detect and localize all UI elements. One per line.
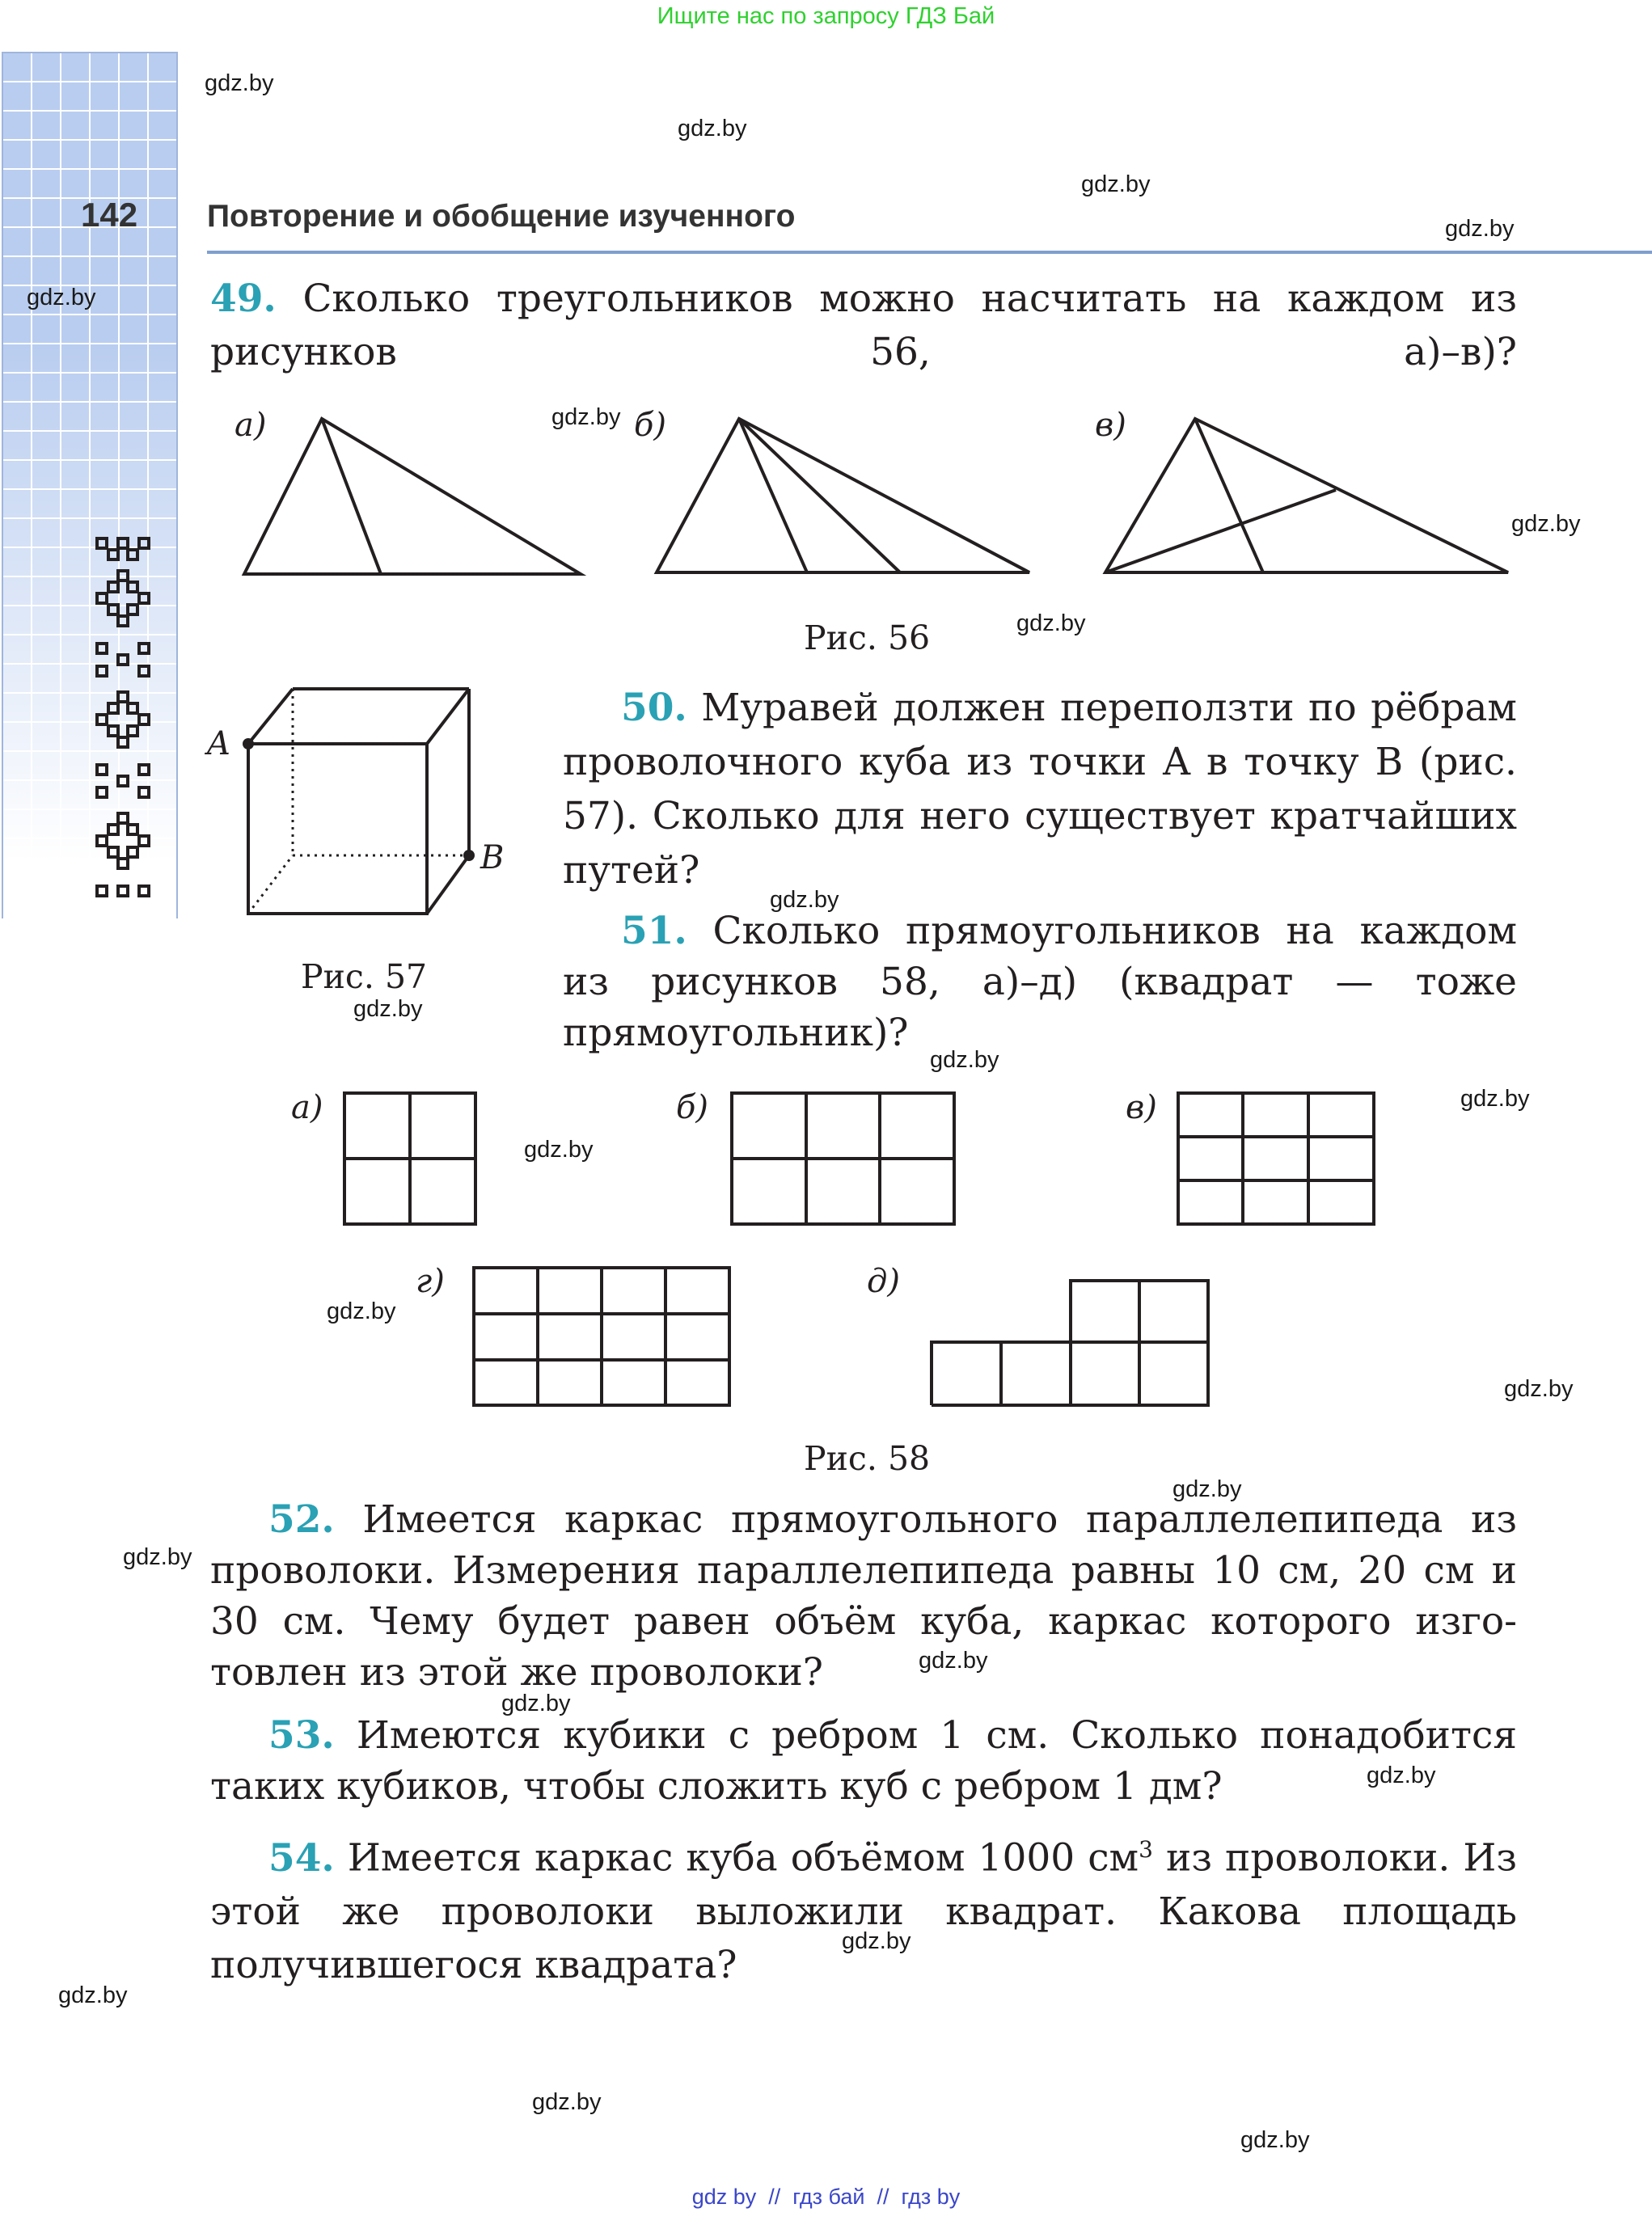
point-label-a: A — [207, 725, 230, 762]
figure-label: в) — [1095, 407, 1126, 444]
problem-text: Имеется каркас прямоугольного параллелепипеда из проволоки. Измерения параллелепипеда равны 10 см, 20 см и 30 см. Чему будет равен объём куба, каркас которого изго-товлен из этой же проволоки? — [210, 1497, 1517, 1695]
watermark: gdz.by — [1511, 511, 1581, 537]
watermark: gdz.by — [1445, 216, 1515, 242]
watermark: gdz.by — [1460, 1086, 1530, 1112]
figure-label: б) — [676, 1089, 709, 1126]
watermark: gdz.by — [27, 285, 96, 310]
top-banner[interactable]: Ищите нас по запросу ГДЗ Бай — [657, 3, 995, 29]
figure-label: г) — [416, 1263, 445, 1300]
watermark: gdz.by — [205, 70, 274, 96]
problem-text: Сколько треугольников можно насчитать на каждом из рисунков 56, а)–в)? — [210, 277, 1517, 374]
watermark: gdz.by — [1504, 1376, 1574, 1402]
superscript: 3 — [1139, 1836, 1153, 1863]
figure-label: б) — [634, 407, 667, 444]
watermark: gdz.by — [1081, 171, 1151, 197]
problem-text: Сколько прямоугольников на каждом из рисунков 58, а)–д) (квадрат — тоже прямоугольник)? — [563, 909, 1517, 1055]
problem-number: 50. — [621, 686, 687, 730]
watermark: gdz.by — [1367, 1763, 1436, 1788]
problem-number: 54. — [268, 1835, 335, 1881]
bottom-banner[interactable]: gdz by // гдз бай // гдз by — [691, 2185, 961, 2209]
problem-54 — [210, 1823, 1517, 1992]
figure-label: а) — [234, 407, 267, 444]
watermark: gdz.by — [532, 2089, 602, 2115]
problem-52 — [210, 1494, 1517, 1698]
figure-label: а) — [291, 1089, 323, 1126]
watermark: gdz.by — [678, 116, 747, 141]
watermark: gdz.by — [524, 1137, 594, 1163]
watermark: gdz.by — [770, 887, 839, 913]
watermark: gdz.by — [1240, 2127, 1310, 2153]
section-title: Повторение и обобщение изученного — [207, 199, 796, 234]
watermark: gdz.by — [1172, 1476, 1242, 1502]
page-number: 142 — [81, 196, 138, 234]
figure-caption: Рис. 57 — [301, 957, 428, 996]
problem-number: 53. — [268, 1713, 335, 1758]
problem-number: 49. — [210, 277, 277, 321]
problem-number: 51. — [621, 909, 687, 953]
watermark: gdz.by — [1016, 610, 1086, 636]
figure-label: д) — [867, 1263, 900, 1300]
watermark: gdz.by — [123, 1544, 192, 1570]
figure-label: в) — [1126, 1089, 1157, 1126]
watermark: gdz.by — [842, 1928, 911, 1954]
point-label-b: B — [480, 839, 505, 876]
problem-text: Муравей должен переползти по рёбрам проволочного куба из точки A в точку B (рис. 57). Сколько для него существует кратчайших путей? — [563, 686, 1517, 893]
figure-caption: Рис. 58 — [804, 1439, 931, 1478]
watermark: gdz.by — [353, 996, 423, 1022]
watermark: gdz.by — [930, 1047, 999, 1073]
watermark: gdz.by — [919, 1648, 988, 1674]
problem-text: из проволоки. Из этой же проволоки выложили квадрат. Какова площадь получившегося квадрата? — [210, 1835, 1517, 1987]
watermark: gdz.by — [551, 404, 621, 430]
problem-number: 52. — [268, 1497, 335, 1542]
figure-caption: Рис. 56 — [804, 619, 931, 657]
problem-53 — [210, 1710, 1517, 1812]
watermark: gdz.by — [327, 1298, 396, 1324]
problem-text: Имеются кубики с ребром 1 см. Сколько понадобится таких кубиков, чтобы сложить куб с ребром 1 дм? — [210, 1713, 1517, 1809]
problem-text: Имеется каркас куба объёмом 1000 см — [347, 1835, 1139, 1881]
watermark: gdz.by — [58, 1982, 128, 2008]
watermark: gdz.by — [501, 1691, 571, 1716]
